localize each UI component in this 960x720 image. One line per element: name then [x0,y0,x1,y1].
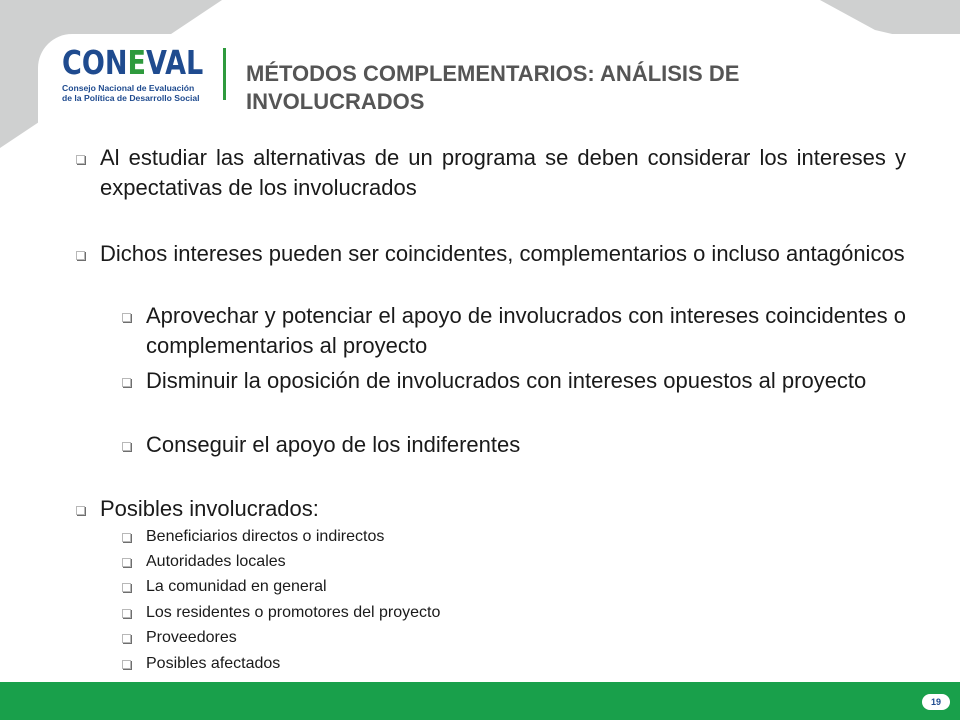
slide-title: MÉTODOS COMPLEMENTARIOS: ANÁLISIS DE INVOLUCRADOS [246,61,740,114]
square-bullet-icon [122,583,131,592]
bullet-item: Al estudiar las alternativas de un programa se deben considerar los intereses y expectativas de los involucrados [76,143,906,203]
sub-bullet-item: Disminuir la oposición de involucrados con intereses opuestos al proyecto [122,366,906,396]
list-item: Beneficiarios directos o indirectos [122,524,906,549]
square-bullet-icon [122,660,131,669]
square-bullet-icon [122,378,131,387]
list-item: Autoridades locales [122,549,906,574]
bullet-item: Dichos intereses pueden ser coincidentes, complementarios o incluso antagónicos [76,239,906,269]
logo-subtitle-line1: Consejo Nacional de Evaluación [62,83,195,93]
square-bullet-icon [122,313,131,322]
footer-bar [0,682,960,720]
page-number: 19 [922,694,950,710]
square-bullet-icon [122,609,131,618]
logo-wordmark: CONEVAL [62,43,204,82]
square-bullet-icon [76,506,85,515]
title-divider [223,48,226,100]
list-item: La comunidad en general [122,574,906,599]
square-bullet-icon [76,251,85,260]
list-item: Proveedores [122,625,906,650]
square-bullet-icon [76,155,85,164]
square-bullet-icon [122,533,131,542]
square-bullet-icon [122,558,131,567]
sub-bullet-item: Conseguir el apoyo de los indiferentes [122,430,906,460]
square-bullet-icon [122,442,131,451]
square-bullet-icon [122,634,131,643]
logo-subtitle-line2: de la Política de Desarrollo Social [62,93,200,103]
sub-bullet-item: Aprovechar y potenciar el apoyo de involucrados con intereses coincidentes o complementarios al proyecto [122,301,906,361]
list-item: Los residentes o promotores del proyecto [122,600,906,625]
coneval-logo [62,43,212,106]
bullet-item: Posibles involucrados: [76,494,906,524]
list-item: Posibles afectados [122,651,906,676]
